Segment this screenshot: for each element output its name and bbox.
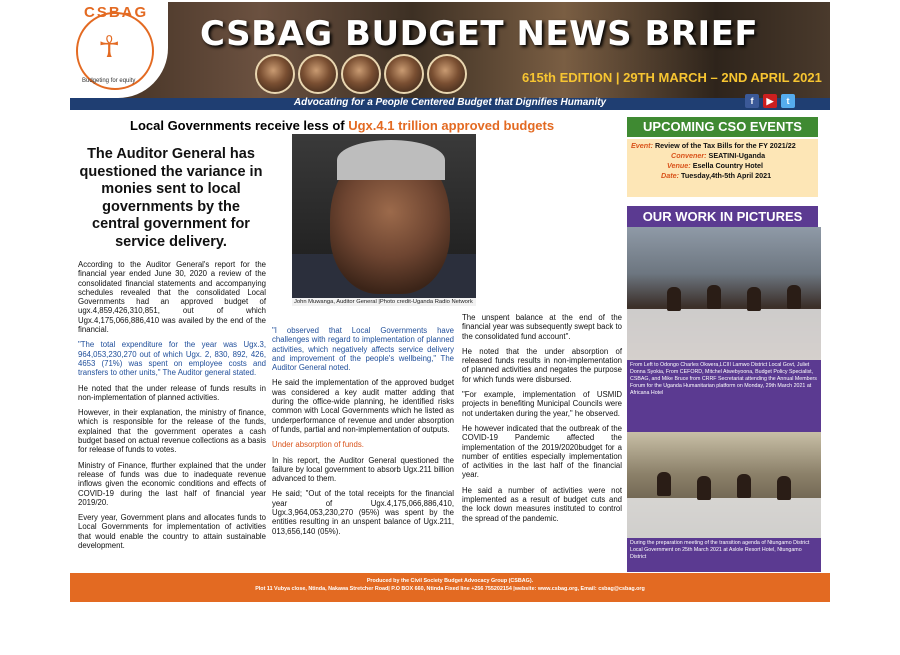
date-label: Date: bbox=[661, 171, 679, 180]
paragraph: In his report, the Auditor General questioned the failure by local government to absorb Ugx.211 billion advanced to them. bbox=[272, 455, 454, 484]
paragraph: Ministry of Finance, ffurther explained that the under release of funds was due to inadequate revenue inflows given the economic conditions and effects of COVID-19 during the last half of financial year 2019/20. bbox=[78, 460, 266, 507]
paragraph: He noted that the under release of funds results in non-implementation of planned activities. bbox=[78, 383, 266, 402]
logo-tagline: Budgeting for equity bbox=[82, 78, 136, 84]
venue-row bbox=[631, 161, 814, 171]
paragraph: Every year, Government plans and allocates funds to Local Governments for implementation of activities that would enable the country to attain sustainable development. bbox=[78, 513, 266, 551]
footer-contact: Plot 11 Vubya close, Ntinda, Nakawa Stretcher Road| P.O BOX 660, Ntinda Fixed line +256 755202154 |website: www.csbag.org, Email: csbag@csbag.org bbox=[255, 585, 645, 592]
convener-label: Convener: bbox=[671, 151, 707, 160]
quote-paragraph: "The total expenditure for the year was Ugx.3, 964,053,230,270 out of which Ugx. 2, 830, 892, 426, 4653 (71%) was spent on employee costs and transfers to other units," The Auditor general stated. bbox=[78, 340, 266, 378]
speaker-photo bbox=[384, 54, 424, 94]
date-value: Tuesday,4th-5th April 2021 bbox=[680, 171, 772, 180]
event-value: Review of the Tax Bills for the FY 2021/22 bbox=[654, 141, 796, 150]
venue-label: Venue: bbox=[667, 161, 691, 170]
paragraph: He said the implementation of the approved budget was considered a key audit matter adding that during the office-wide planning, he identified risks common with Local Governments which he listed as underperformance of revenue and under absorption of funds, partial and non-implementation of outputs. bbox=[272, 378, 454, 434]
paragraph: He said a number of activities were not implemented as a result of budget cuts and the lock down measures instituted to control the spread of the pandemic. bbox=[462, 485, 622, 523]
person-figure-icon: ☥ bbox=[98, 31, 121, 64]
photo-person bbox=[707, 285, 721, 309]
twitter-icon[interactable]: t bbox=[781, 94, 795, 108]
paragraph: He noted that the under absorption of released funds results in non-implementation of planned activities and negates the purpose for which funds were disbursed. bbox=[462, 346, 622, 384]
convener-value: SEATINI-Uganda bbox=[708, 151, 766, 160]
photo-person bbox=[787, 285, 801, 309]
photo-person bbox=[697, 476, 711, 500]
auditor-general-photo bbox=[292, 134, 476, 298]
slogan: Advocating for a People Centered Budget that Dignifies Humanity bbox=[293, 97, 607, 108]
photo-table bbox=[627, 309, 821, 360]
edition-info: 615th EDITION | 29TH MARCH – 2ND APRIL 2021 bbox=[522, 70, 822, 85]
speaker-photo bbox=[255, 54, 295, 94]
paragraph: According to the Auditor General's report for the financial year ended June 30, 2020 a review of the consolidated financial statements and accompanying schedules revealed that the consolidated Local Governments had an approved budget of ugx.4,859,426,310,851, out of which Ugx.4,175,066,886,410 was availed by the end of the financial. bbox=[78, 260, 266, 335]
paragraph: He said; "Out of the total receipts for the financial year of Ugx.4,175,066,886,410, Ugx.3,964,053,230,270 (95%) was spent by the entities resulting in an unspent balance of Ugx.211, 013,656,140 (05%). bbox=[272, 489, 454, 536]
photo-person bbox=[667, 287, 681, 311]
speaker-photo bbox=[427, 54, 467, 94]
photo-table bbox=[627, 498, 821, 538]
footer bbox=[70, 573, 830, 602]
photo-caption-1: From Left to Odongo Charles Okwera,LCIII Lamwo District Local Govt, Juliet Donna Syokia, From CEFORD, Mitchel Atwebyoona, Budget Policy Specialist, CSBAG, and Mike Bruce from CRRF Secretariat attending the Annual Members Forum for the Uganda Humanitarian platform on Monday, 29th March 2021 at Africana Hotel bbox=[627, 360, 821, 432]
quote-paragraph: "I observed that Local Governments have challenges with regard to implementation of planned activities, which negatively affects service delivery and improvement of the people's wellbeing," The Auditor General noted. bbox=[272, 326, 454, 373]
event-row bbox=[631, 141, 814, 151]
photo-person bbox=[777, 476, 791, 500]
event-details bbox=[627, 139, 818, 197]
youtube-icon[interactable]: ▶ bbox=[763, 94, 777, 108]
article-column-2 bbox=[272, 326, 454, 542]
paragraph: "For example, implementation of USMID projects in benefiting Municipal Councils were not undertaken during the year," he observed. bbox=[462, 390, 622, 418]
upcoming-events-heading: UPCOMING CSO EVENTS bbox=[627, 117, 818, 137]
date-row bbox=[631, 171, 814, 181]
photo-person bbox=[747, 287, 761, 311]
meeting-photo-1 bbox=[627, 227, 821, 360]
footer-producer: Produced by the Civil Society Budget Advocacy Group (CSBAG). bbox=[366, 578, 534, 584]
newsletter-title: CSBAG BUDGET NEWS BRIEF bbox=[200, 14, 759, 54]
event-label: Event: bbox=[631, 141, 653, 150]
photo-person bbox=[657, 472, 671, 496]
masthead bbox=[70, 2, 830, 110]
convener-row bbox=[631, 151, 814, 161]
meeting-photo-2 bbox=[627, 432, 821, 538]
article-column-1 bbox=[78, 260, 266, 556]
article-headline bbox=[130, 118, 554, 133]
our-work-heading: OUR WORK IN PICTURES bbox=[627, 206, 818, 227]
paragraph: The unspent balance at the end of the financial year was subsequently swept back to the consolidated fund account". bbox=[462, 313, 622, 341]
article-column-3 bbox=[462, 313, 622, 529]
facebook-icon[interactable]: f bbox=[745, 94, 759, 108]
article-intro: The Auditor General has questioned the variance in monies sent to local governments by the central government for service delivery. bbox=[79, 146, 263, 250]
venue-value: Esella Country Hotel bbox=[692, 161, 763, 170]
photo-caption: John Muwanga, Auditor General |Photo credit-Uganda Radio Network bbox=[292, 298, 476, 306]
photo-hair bbox=[337, 140, 445, 180]
logo-text: CSBAG bbox=[84, 4, 149, 21]
headline-accent: Ugx.4.1 trillion approved budgets bbox=[348, 118, 555, 133]
speaker-photo bbox=[298, 54, 338, 94]
photo-caption-2: During the preparation meeting of the transition agenda of Ntungamo District Local Government on 25th March 2021 at Aslole Resort Hotel, Ntungamo District bbox=[627, 538, 821, 572]
paragraph: He however indicated that the outbreak of the COVID-19 Pandemic affected the implementation of the 2019/2020budget for a number of entities especially implementation of activities in the last half of the financial year. bbox=[462, 423, 622, 480]
masthead-photo-strip bbox=[255, 54, 505, 98]
headline-prefix: Local Governments receive less of bbox=[130, 118, 349, 133]
speaker-photo bbox=[341, 54, 381, 94]
section-subhead: Under absorption of funds. bbox=[272, 440, 364, 450]
photo-person bbox=[737, 474, 751, 498]
paragraph: However, in their explanation, the ministry of finance, which is responsible for the release of the funds, explained that the government operates a cash budget based on actual revenue collections as a basis for release of funds to votes. bbox=[78, 408, 266, 455]
